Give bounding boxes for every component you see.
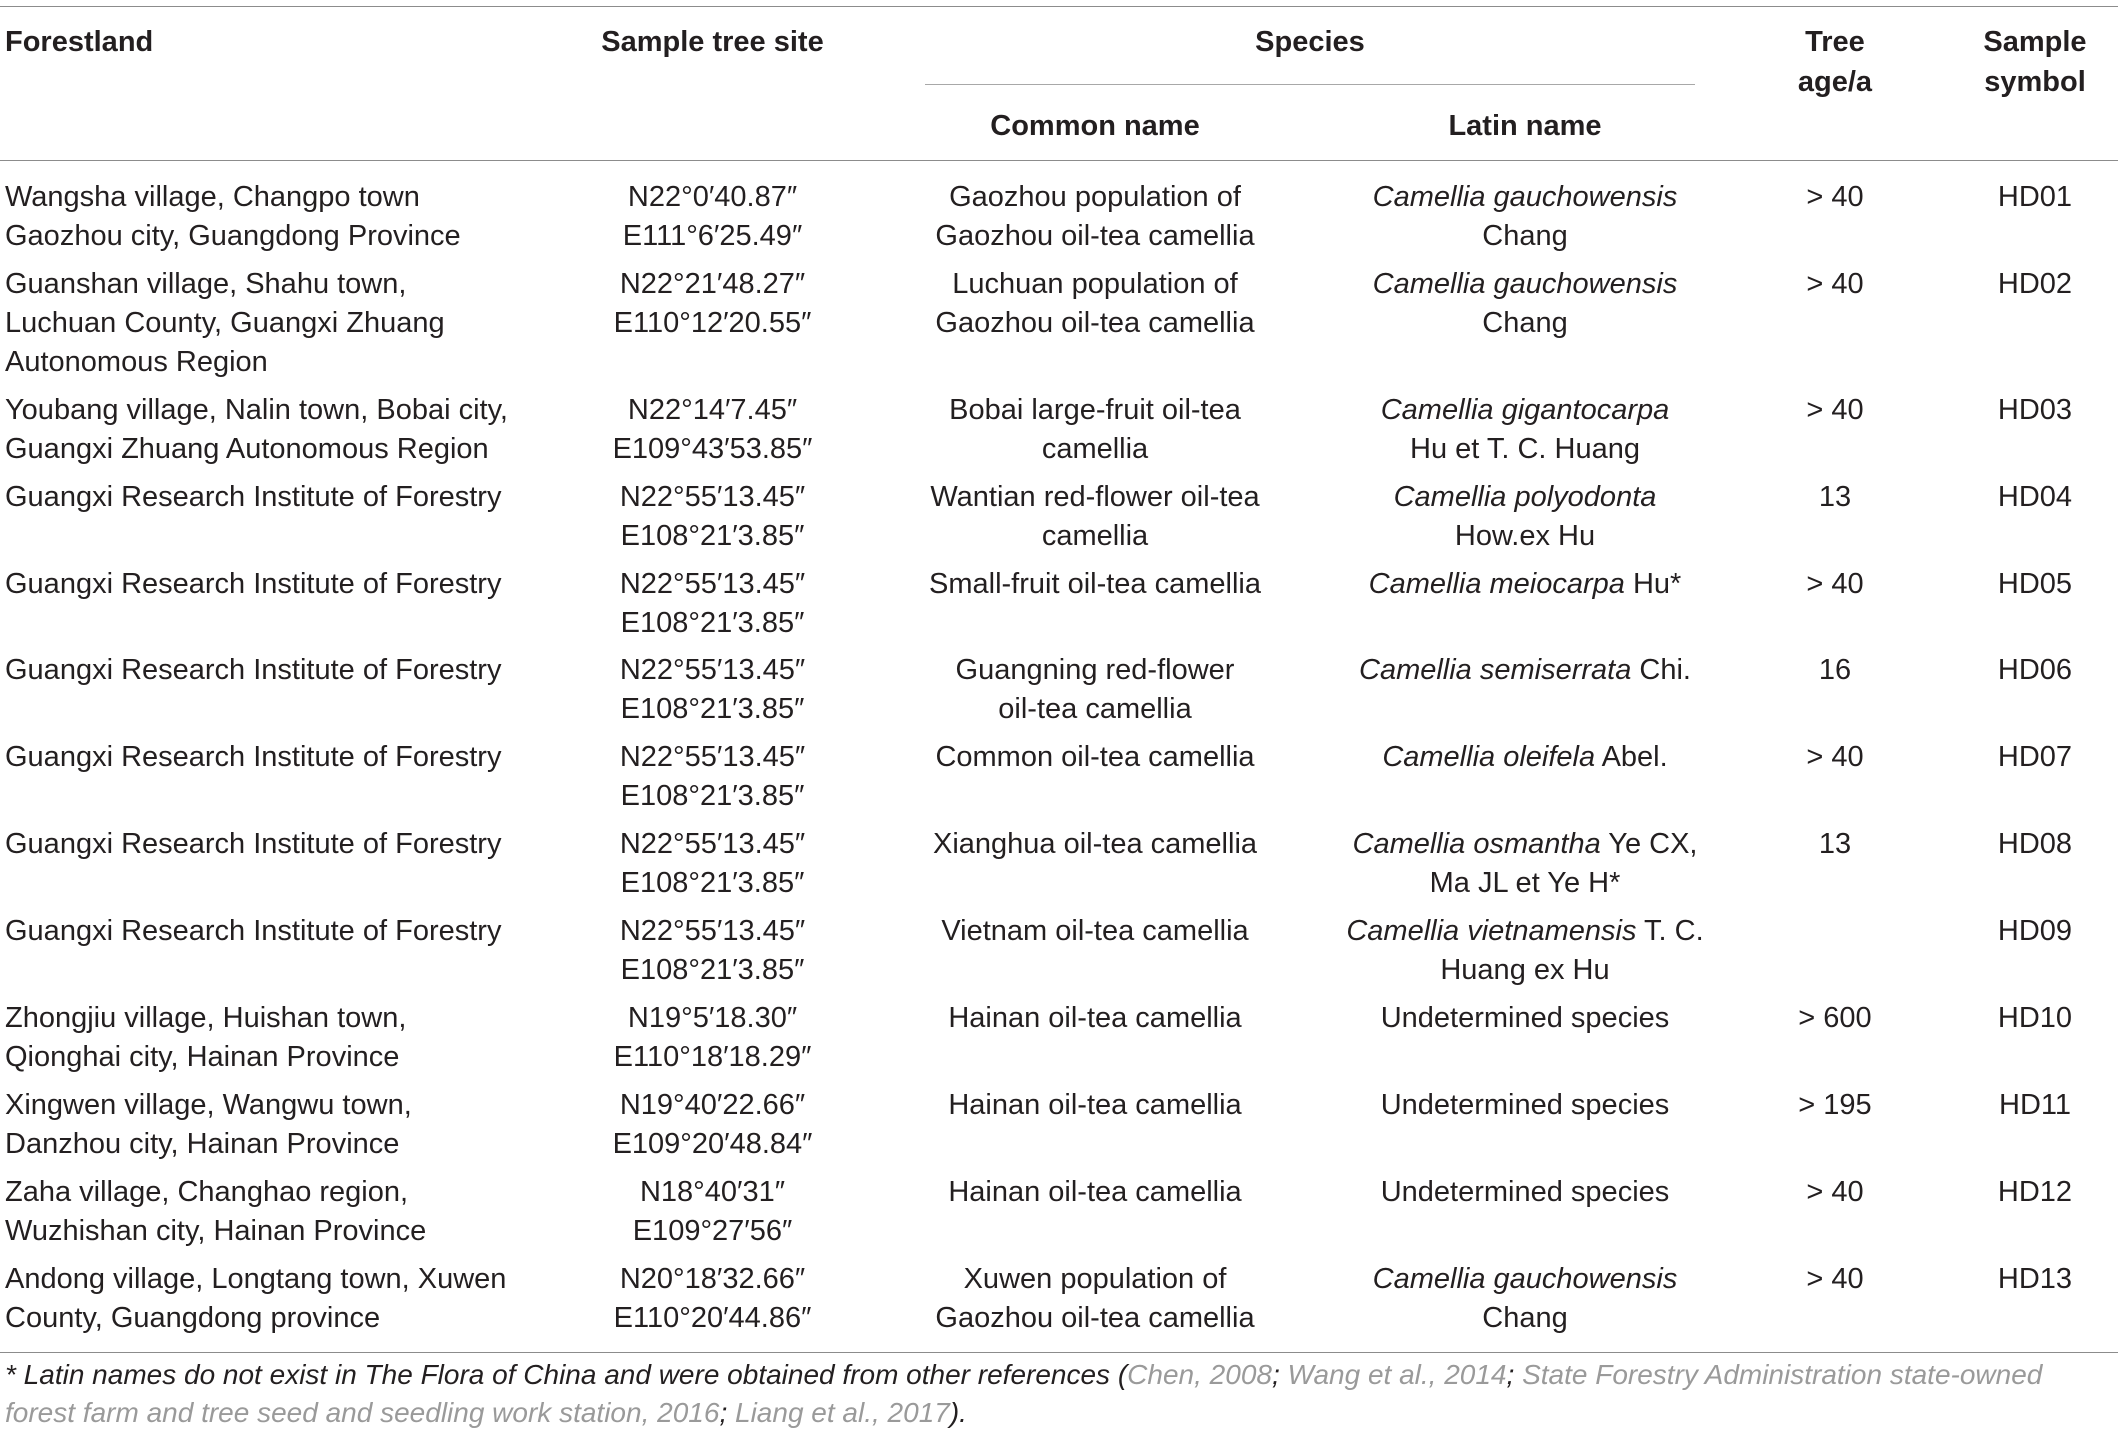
latin-line [1345,517,1705,556]
common-cell [925,999,1265,1038]
latin-text: Chang [1482,220,1568,252]
latin-cell [1345,1173,1705,1212]
latin-text: Abel. [1595,741,1668,773]
symbol-cell: HD01 [1997,181,2073,213]
common-line: Guangning red-flower [955,654,1235,686]
latin-line [1345,430,1705,469]
latin-line [1345,1086,1705,1125]
latin-cell [1345,738,1705,777]
forest-cell [5,825,545,864]
site-cell [560,1086,865,1164]
age-cell: > 40 [1806,568,1864,600]
age-cell: > 40 [1806,1263,1864,1295]
symbol-cell: HD04 [1997,481,2073,513]
common-line: Xianghua oil-tea camellia [932,828,1258,860]
site-cell [560,265,865,343]
common-line: Gaozhou oil-tea camellia [935,220,1255,252]
latin-text: T. C. [1636,915,1704,947]
forest-line: Autonomous Region [5,346,268,378]
symbol-cell: HD12 [1997,1176,2073,1208]
latin-text: Hu* [1624,568,1682,600]
site-line: N22°14′7.45″ [627,394,798,426]
header-latin-name: Latin name [1448,110,1602,142]
footnote-ref-3[interactable]: State Forestry Administration state-owned forest farm and tree seed and seedling work station, 2016 [5,1359,2043,1428]
age-cell: > 40 [1806,181,1864,213]
common-line: camellia [1041,433,1149,465]
forest-line: Luchuan County, Guangxi Zhuang [5,307,445,339]
forest-line: Xingwen village, Wangwu town, [5,1089,412,1121]
footnote-ref-4[interactable]: Liang et al., 2017 [735,1397,950,1428]
site-line: N22°21′48.27″ [619,268,806,300]
latin-line [1345,178,1705,217]
site-line: N22°55′13.45″ [619,915,806,947]
site-cell [560,999,865,1077]
latin-cell [1345,565,1705,604]
age-cell: > 195 [1798,1089,1872,1121]
header-forestland: Forestland [5,26,154,58]
symbol-cell: HD13 [1997,1263,2073,1295]
latin-line [1345,825,1705,864]
site-cell [560,391,865,469]
latin-italic: Camellia gauchowensis [1372,268,1678,300]
header-tree-age-line1: Tree [1805,26,1865,58]
forest-line: Youbang village, Nalin town, Bobai city, [5,394,508,426]
common-cell [925,738,1265,777]
latin-cell [1345,825,1705,903]
common-line: Luchuan population of [952,268,1238,300]
latin-text: How.ex Hu [1454,520,1596,552]
site-cell [560,738,865,816]
footnote-sep-1: ; [1271,1359,1288,1390]
common-line: Gaozhou oil-tea camellia [935,1302,1255,1334]
symbol-cell: HD02 [1997,268,2073,300]
latin-cell [1345,265,1705,343]
site-line: E108°21′3.85″ [620,954,805,986]
forest-line: Andong village, Longtang town, Xuwen [5,1263,507,1295]
forest-cell [5,912,545,951]
footnote-ref-1[interactable]: Chen, 2008 [1127,1359,1272,1390]
site-line: N22°0′40.87″ [627,181,798,213]
site-line: E108°21′3.85″ [620,693,805,725]
common-line: Wantian red-flower oil-tea [930,481,1260,513]
latin-text: Undetermined species [1380,1002,1670,1034]
forest-line: Gaozhou city, Guangdong Province [5,220,461,252]
latin-italic: Camellia gauchowensis [1372,1263,1678,1295]
latin-line [1345,1260,1705,1299]
latin-italic: Camellia gigantocarpa [1380,394,1670,426]
site-line: E110°12′20.55″ [613,307,812,339]
forest-cell [5,565,545,604]
latin-line [1345,217,1705,256]
site-line: E108°21′3.85″ [620,520,805,552]
site-cell [560,1260,865,1338]
latin-italic: Camellia semiserrata [1359,654,1632,686]
age-cell: 13 [1818,828,1852,860]
common-line: Vietnam oil-tea camellia [941,915,1249,947]
forest-cell [5,999,545,1077]
latin-text: Chang [1482,307,1568,339]
common-cell [925,651,1265,729]
header-sample-symbol [1955,22,2115,102]
latin-line [1345,391,1705,430]
common-line: camellia [1041,520,1149,552]
site-cell [560,912,865,990]
site-cell [560,565,865,643]
forest-cell [5,738,545,777]
common-line: oil-tea camellia [998,693,1192,725]
common-line: Gaozhou population of [949,181,1241,213]
latin-italic: Camellia meiocarpa [1368,568,1625,600]
table-bottom-rule [0,1352,2118,1353]
site-line: N20°18′32.66″ [619,1263,806,1295]
latin-italic: Camellia gauchowensis [1372,181,1678,213]
latin-text: Ye CX, [1600,828,1698,860]
symbol-cell: HD09 [1997,915,2073,947]
forest-line: Guanshan village, Shahu town, [5,268,407,300]
latin-italic: Camellia osmantha [1352,828,1601,860]
latin-text: Hu et T. C. Huang [1410,433,1640,465]
common-line: Gaozhou oil-tea camellia [935,307,1255,339]
forest-line: Guangxi Research Institute of Forestry [5,741,502,773]
site-line: N22°55′13.45″ [619,481,806,513]
age-cell: > 40 [1806,1176,1864,1208]
footnote-sep-3: ; [719,1397,735,1428]
age-cell: 13 [1818,481,1852,513]
latin-line [1345,999,1705,1038]
header-sample-symbol-line1: Sample [1983,26,2087,58]
latin-cell [1345,651,1705,690]
latin-italic: Camellia oleifela [1382,741,1596,773]
symbol-cell: HD06 [1997,654,2073,686]
forest-cell [5,1086,545,1164]
common-line: Small-fruit oil-tea camellia [929,568,1261,600]
latin-text: Undetermined species [1380,1176,1670,1208]
latin-cell [1345,912,1705,990]
latin-italic: Camellia vietnamensis [1346,915,1637,947]
age-cell: 16 [1818,654,1852,686]
age-cell: > 40 [1806,741,1864,773]
site-line: N22°55′13.45″ [619,654,806,686]
common-cell [925,565,1265,604]
common-line: Common oil-tea camellia [935,741,1255,773]
forest-cell [5,478,545,517]
species-underline [925,84,1695,85]
forest-line: Guangxi Research Institute of Forestry [5,654,502,686]
footnote [5,1356,2113,1432]
forest-line: County, Guangdong province [5,1302,381,1334]
latin-line [1345,1173,1705,1212]
forest-cell [5,265,545,382]
header-tree-age [1745,22,1925,102]
site-line: N18°40′31″ [639,1176,785,1208]
latin-cell [1345,999,1705,1038]
age-cell: > 40 [1806,394,1864,426]
footnote-tail: ). [949,1397,967,1428]
site-line: N19°40′22.66″ [619,1089,806,1121]
site-line: E109°20′48.84″ [612,1128,813,1160]
forest-line: Qionghai city, Hainan Province [5,1041,400,1073]
common-cell [925,391,1265,469]
symbol-cell: HD05 [1997,568,2073,600]
forest-cell [5,391,545,469]
forest-line: Zhongjiu village, Huishan town, [5,1002,407,1034]
latin-line [1345,738,1705,777]
forest-cell [5,651,545,690]
forest-line: Guangxi Research Institute of Forestry [5,828,502,860]
common-line: Hainan oil-tea camellia [948,1089,1242,1121]
symbol-cell: HD10 [1997,1002,2073,1034]
top-rule [0,6,2118,7]
forest-cell [5,178,545,256]
latin-text: Chi. [1631,654,1691,686]
site-line: E108°21′3.85″ [620,607,805,639]
common-cell [925,1086,1265,1125]
symbol-cell: HD11 [1999,1089,2071,1121]
header-tree-age-line2: age/a [1797,66,1873,98]
footnote-lead: * Latin names do not exist in The Flora of China and were obtained from other references ( [5,1359,1128,1390]
common-cell [925,1260,1265,1338]
site-line: N19°5′18.30″ [627,1002,798,1034]
latin-text: Undetermined species [1380,1089,1670,1121]
site-cell [560,825,865,903]
site-line: N22°55′13.45″ [619,828,806,860]
header-common-name: Common name [990,110,1200,142]
forest-line: Guangxi Research Institute of Forestry [5,568,502,600]
latin-text: Chang [1482,1302,1568,1334]
common-line: Hainan oil-tea camellia [948,1176,1242,1208]
site-line: E109°27′56″ [632,1215,793,1247]
latin-text: Huang ex Hu [1440,954,1610,986]
latin-cell [1345,1086,1705,1125]
site-cell [560,1173,865,1251]
symbol-cell: HD08 [1997,828,2073,860]
age-cell: > 40 [1806,268,1864,300]
common-cell [925,1173,1265,1212]
latin-line [1345,912,1705,951]
header-species: Species [1255,26,1365,58]
latin-cell [1345,178,1705,256]
forest-line: Danzhou city, Hainan Province [5,1128,400,1160]
site-cell [560,478,865,556]
forest-line: Guangxi Research Institute of Forestry [5,481,502,513]
common-cell [925,265,1265,343]
forest-line: Wuzhishan city, Hainan Province [5,1215,427,1247]
latin-line [1345,951,1705,990]
latin-italic: Camellia polyodonta [1393,481,1657,513]
forest-line: Guangxi Research Institute of Forestry [5,915,502,947]
site-line: N22°55′13.45″ [619,741,806,773]
forest-cell [5,1260,545,1338]
site-line: N22°55′13.45″ [619,568,806,600]
latin-line [1345,651,1705,690]
header-sample-tree-site: Sample tree site [601,26,824,58]
forest-line: Guangxi Zhuang Autonomous Region [5,433,489,465]
site-line: E109°43′53.85″ [612,433,813,465]
latin-cell [1345,391,1705,469]
latin-line [1345,478,1705,517]
common-cell [925,178,1265,256]
age-cell: > 600 [1798,1002,1872,1034]
site-cell [560,178,865,256]
site-line: E111°6′25.49″ [622,220,803,252]
common-cell [925,478,1265,556]
latin-line [1345,864,1705,903]
header-sample-symbol-line2: symbol [1984,66,2086,98]
common-line: Bobai large-fruit oil-tea [949,394,1241,426]
footnote-sep-2: ; [1506,1359,1523,1390]
symbol-cell: HD03 [1997,394,2073,426]
latin-line [1345,304,1705,343]
latin-line [1345,565,1705,604]
symbol-cell: HD07 [1997,741,2073,773]
latin-cell [1345,1260,1705,1338]
latin-text: Ma JL et Ye H* [1429,867,1621,899]
common-cell [925,825,1265,864]
forest-line: Zaha village, Changhao region, [5,1176,409,1208]
forest-line: Wangsha village, Changpo town [5,181,420,213]
site-cell [560,651,865,729]
forest-cell [5,1173,545,1251]
site-line: E108°21′3.85″ [620,780,805,812]
common-cell [925,912,1265,951]
common-line: Xuwen population of [963,1263,1227,1295]
site-line: E108°21′3.85″ [620,867,805,899]
footnote-ref-2[interactable]: Wang et al., 2014 [1287,1359,1507,1390]
latin-line [1345,1299,1705,1338]
latin-cell [1345,478,1705,556]
common-line: Hainan oil-tea camellia [948,1002,1242,1034]
latin-line [1345,265,1705,304]
header-bottom-rule [0,160,2118,161]
site-line: E110°18′18.29″ [613,1041,812,1073]
site-line: E110°20′44.86″ [613,1302,812,1334]
